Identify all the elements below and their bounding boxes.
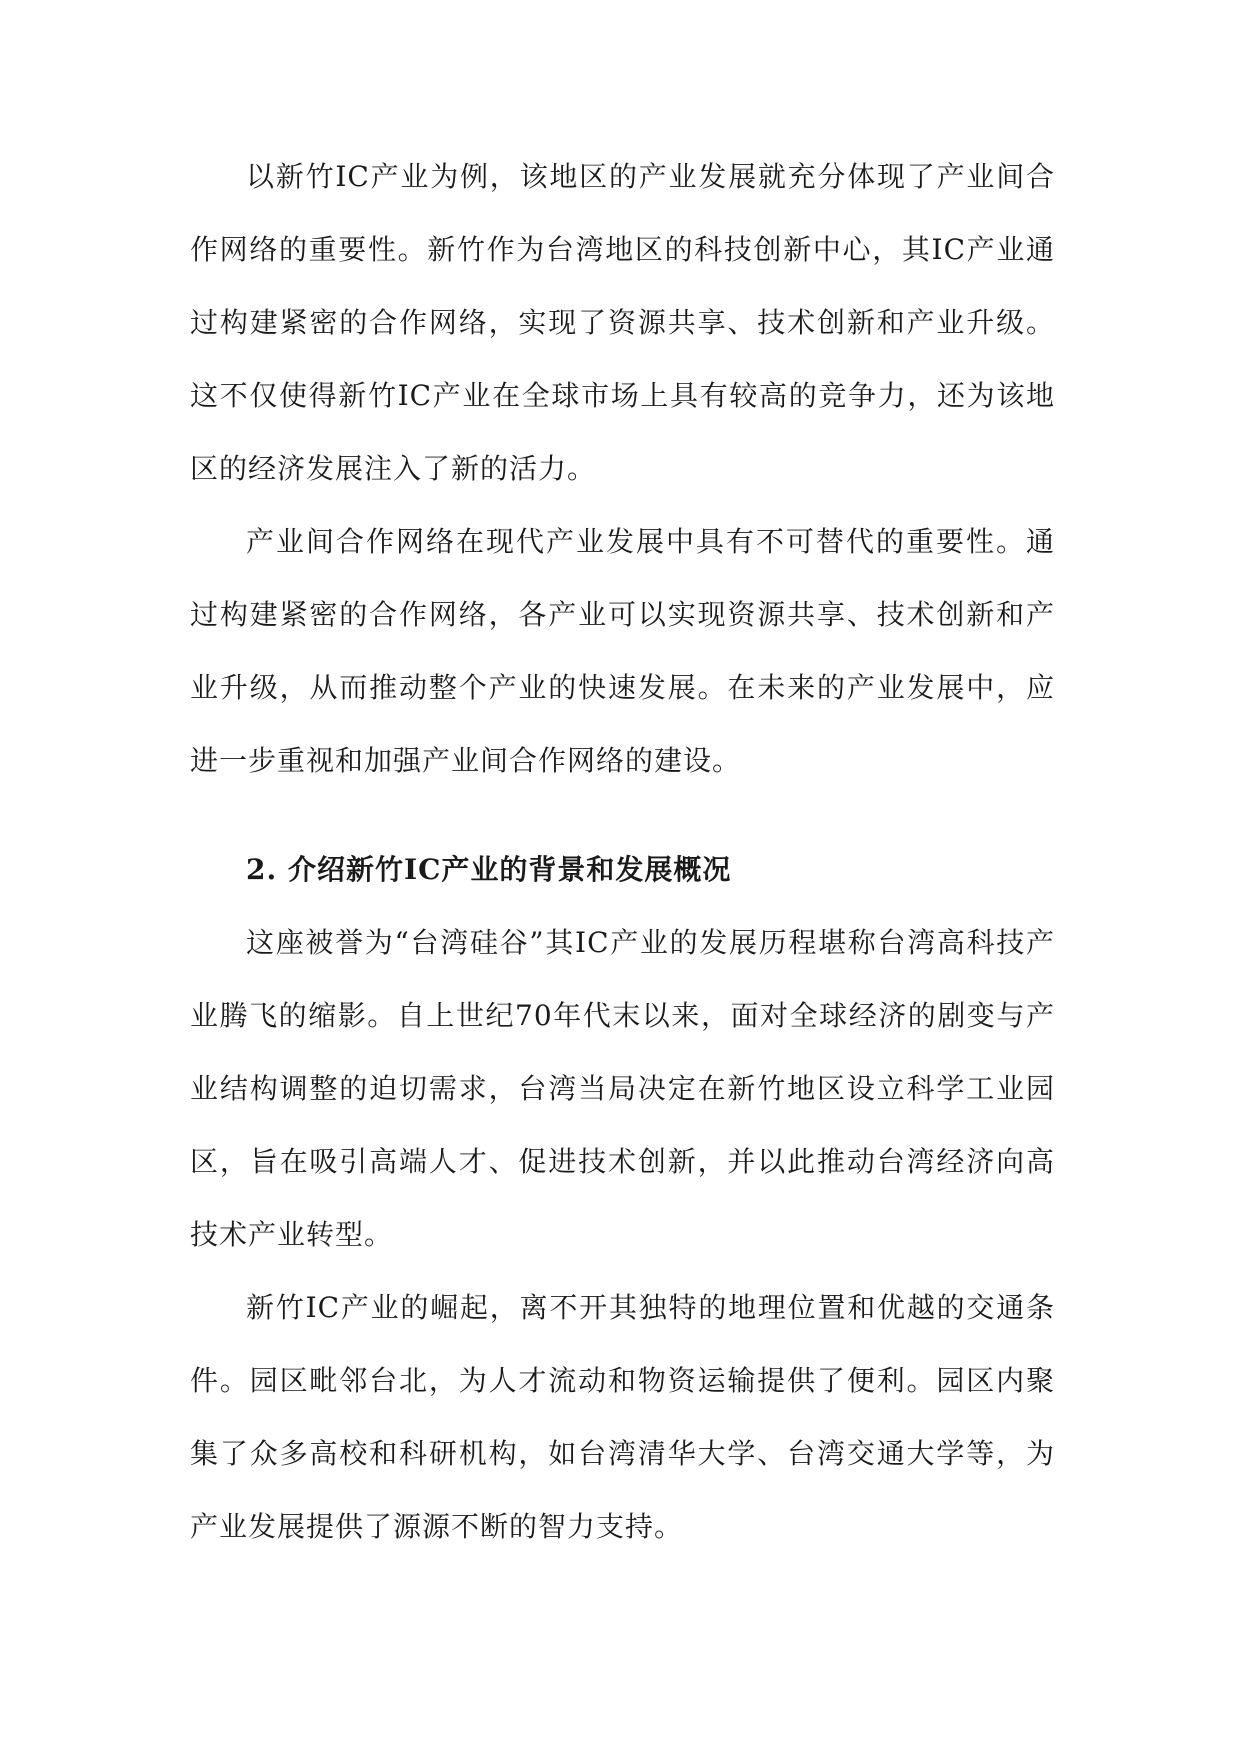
section-heading: 2. 介绍新竹IC产业的背景和发展概况 [246,853,732,886]
paragraph-rise: 新竹IC产业的崛起，离不开其独特的地理位置和优越的交通条件。园区毗邻台北，为人才流动和物资运输提供了便利。园区内聚集了众多高校和科研机构，如台湾清华大学、台湾交通大学等，为产业发展提供了源源不断的智力支持。 [190,1291,1055,1543]
paragraph-background: 这座被誉为“台湾硅谷”其IC产业的发展历程堪称台湾高科技产业腾飞的缩影。自上世纪70年代末以来，面对全球经济的剧变与产业结构调整的迫切需求，台湾当局决定在新竹地区设立科学工业园区，旨在吸引高端人才、促进技术创新，并以此推动台湾经济向高技术产业转型。 [190,926,1055,1251]
paragraph-hsinchu-example: 以新竹IC产业为例，该地区的产业发展就充分体现了产业间合作网络的重要性。新竹作为台湾地区的科技创新中心，其IC产业通过构建紧密的合作网络，实现了资源共享、技术创新和产业升级。这不仅使得新竹IC产业在全球市场上具有较高的竞争力，还为该地区的经济发展注入了新的活力。 [190,160,1055,485]
paragraph-cooperation-network: 产业间合作网络在现代产业发展中具有不可替代的重要性。通过构建紧密的合作网络，各产业可以实现资源共享、技术创新和产业升级，从而推动整个产业的快速发展。在未来的产业发展中，应进一步重视和加强产业间合作网络的建设。 [190,525,1055,777]
document-body [190,140,1055,1563]
